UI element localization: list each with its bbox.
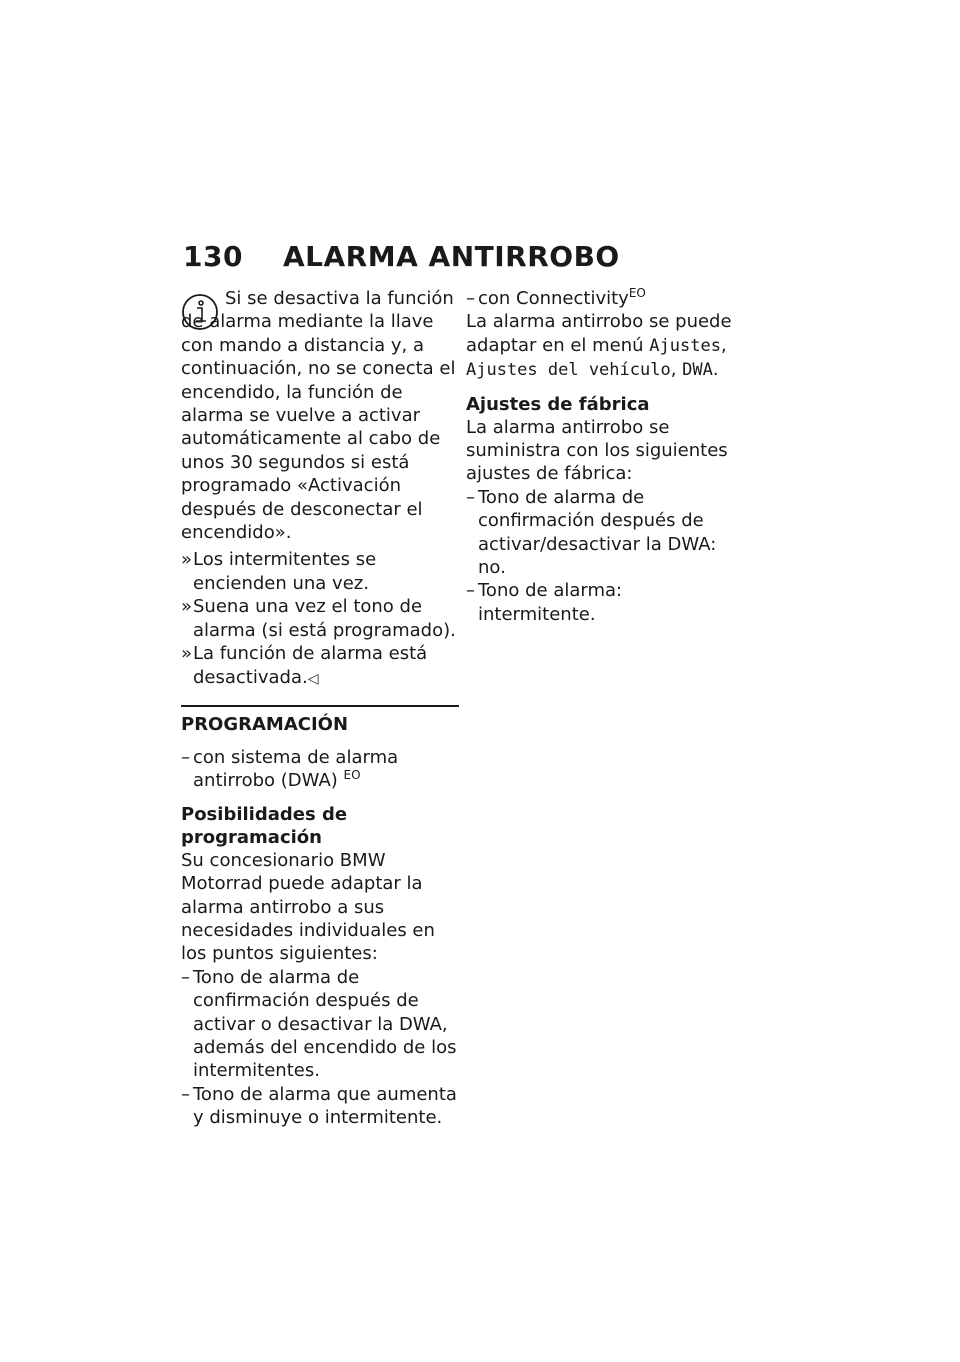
prerequisite-list xyxy=(466,287,744,310)
section-title: PROGRAMACIÓN xyxy=(181,713,349,735)
prerequisite-list xyxy=(181,746,459,793)
section-divider xyxy=(181,705,459,707)
list-item: – con Connectivity$^{EO}$ xyxy=(466,286,646,309)
subsection-title: Ajustes de fábrica xyxy=(466,393,650,415)
list-item: – Tono de alarma que aumenta y disminuye o intermitente. xyxy=(181,1083,457,1129)
chapter-title: ALARMA ANTIRROBO xyxy=(283,240,620,273)
info-icon xyxy=(181,293,219,331)
defaults-list xyxy=(466,486,744,626)
options-list xyxy=(181,966,459,1130)
list-item: – Tono de alarma de confirmación después de activar o desactivar la DWA, además del encendido de los intermitentes. xyxy=(181,966,457,1082)
note-text: Si se desactiva la función de alarma mediante la llave con mando a distancia y, a continuación, no se conecta el encendido, la función de alarma se vuelve a activar automáticamente al cabo de unos 30 segundos si está programado «Activación después de desconectar el encendido». xyxy=(181,288,456,544)
list-item: – Tono de alarma de confirmación después de activar/desactivar la DWA: no. xyxy=(466,486,717,579)
page-number: 130 xyxy=(183,240,243,273)
list-item: » Suena una vez el tono de alarma (si está programado). xyxy=(181,596,456,641)
equipment-tag: EO xyxy=(628,286,646,300)
right-column xyxy=(466,287,744,626)
menu-paragraph: La alarma antirrobo se puede adaptar en el menú Ajustes, Ajustes del vehículo, DWA. xyxy=(466,311,732,381)
end-mark-icon: ◁ xyxy=(307,670,319,687)
info-note xyxy=(181,287,459,544)
body-paragraph: La alarma antirrobo se suministra con los siguientes ajustes de fábrica: xyxy=(466,416,728,485)
list-item: » La función de alarma está desactivada.◁ xyxy=(181,643,428,688)
list-item: – Tono de alarma: intermitente. xyxy=(466,580,623,625)
menu-path: Ajustes xyxy=(649,335,721,356)
subsection-title: Posibilidades de programación xyxy=(181,803,348,848)
result-list xyxy=(181,548,459,690)
body-paragraph: Su concesionario BMW Motorrad puede adaptar la alarma antirrobo a sus necesidades individuales en los puntos siguientes: xyxy=(181,849,435,965)
list-item: – con sistema de alarma antirrobo (DWA) $^{EO}$ xyxy=(181,746,399,792)
menu-path: Ajustes del vehículo xyxy=(466,360,671,381)
menu-path: DWA xyxy=(682,360,713,381)
page-header xyxy=(183,240,620,273)
equipment-tag: EO xyxy=(343,768,361,783)
list-item: » Los intermitentes se encienden una vez. xyxy=(181,549,377,594)
left-column xyxy=(181,287,459,1130)
